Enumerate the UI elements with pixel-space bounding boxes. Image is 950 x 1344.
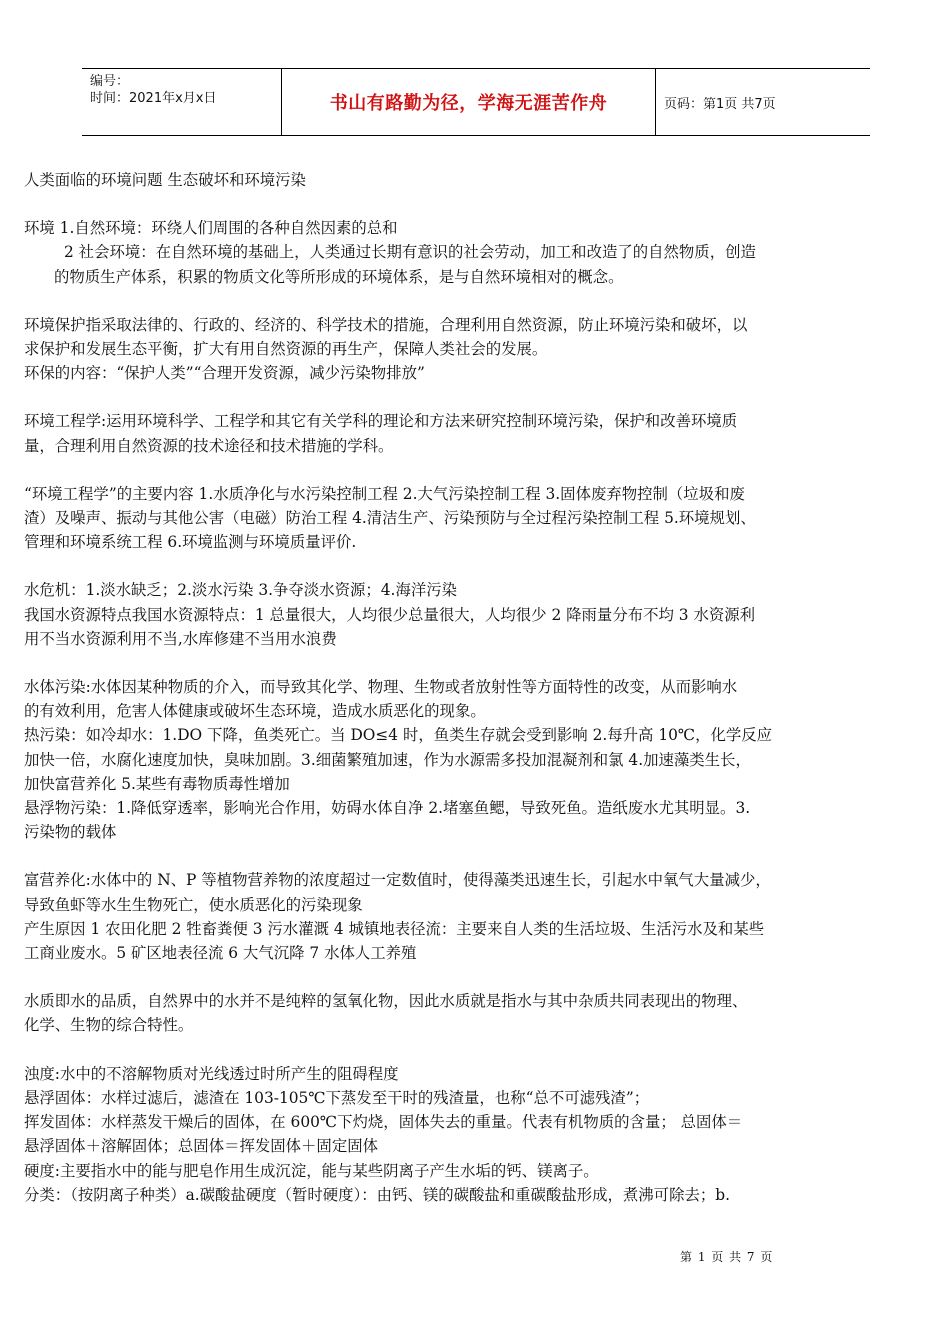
hardness-line: 硬度:主要指水中的能与肥皂作用生成沉淀，能与某些阴离子产生水垢的钙、镁离子。 bbox=[24, 1161, 599, 1180]
document-body bbox=[24, 168, 930, 1207]
scope-line-c: 管理和环境系统工程 6.环境监测与环境质量评价. bbox=[24, 533, 357, 552]
protect-line-c: 环保的内容：“保护人类”“合理开发资源，减少污染物排放” bbox=[24, 364, 425, 383]
poll-line-a: 水体污染:水体因某种物质的介入，而导致其化学、物理、生物或者放射性等方面特性的改变，从而影响水 bbox=[24, 678, 738, 697]
env-line-1: 环境 1.自然环境：环绕人们周围的各种自然因素的总和 bbox=[24, 219, 398, 238]
eng-line-a: 环境工程学:运用环境科学、工程学和其它有关学科的理论和方法来研究控制环境污染，保护和改善环境质 bbox=[24, 412, 738, 431]
crisis-line-c: 用不当水资源利用不当,水库修建不当用水浪费 bbox=[24, 629, 337, 648]
heat-line-a: 热污染：如冷却水：1.DO 下降，鱼类死亡。当 DO≤4 时，鱼类生存就会受到影响 2.每升高 10℃，化学反应 bbox=[24, 726, 773, 745]
crisis-line-b: 我国水资源特点我国水资源特点：1 总量很大，人均很少总量很大，人均很少 2 降雨量分布不均 3 水资源利 bbox=[24, 605, 756, 624]
heat-line-b: 加快一倍，水腐化速度加快，臭味加剧。3.细菌繁殖加速，作为水源需多投加混凝剂和氯 4.加速藻类生长， bbox=[24, 750, 751, 769]
header-meta bbox=[82, 69, 282, 135]
suspended-solids-line: 悬浮固体：水样过滤后，滤渣在 103-105℃下蒸发至干时的残渣量，也称“总不可滤残渣”； bbox=[24, 1088, 650, 1107]
susp-line-b: 污染物的载体 bbox=[24, 823, 117, 842]
classification-line: 分类：（按阴离子种类）a.碳酸盐硬度（暂时硬度）：由钙、镁的碳酸盐和重碳酸盐形成，煮沸可除去；b. bbox=[24, 1185, 730, 1204]
env-line-2b: 的物质生产体系，积累的物质文化等所形成的环境体系，是与自然环境相对的概念。 bbox=[54, 267, 624, 286]
header-page-label: 页码：第1页 共7页 bbox=[664, 96, 776, 112]
scope-line-a: “环境工程学”的主要内容 1.水质净化与水污染控制工程 2.大气污染控制工程 3.固体废弃物控制（垃圾和废 bbox=[24, 484, 745, 503]
serial-label: 编号： bbox=[90, 74, 130, 89]
env-line-2a: 2 社会环境：在自然环境的基础上，人类通过长期有意识的社会劳动，加工和改造了的自然物质，创造 bbox=[64, 243, 756, 262]
volatile-solids-line-a: 挥发固体：水样蒸发干燥后的固体，在 600℃下灼烧，固体失去的重量。代表有机物质的含量； 总固体＝ bbox=[24, 1113, 743, 1132]
protect-line-b: 求保护和发展生态平衡，扩大有用自然资源的再生产，保障人类社会的发展。 bbox=[24, 340, 548, 359]
quality-line-b: 化学、生物的综合特性。 bbox=[24, 1016, 194, 1035]
susp-line-a: 悬浮物污染：1.降低穿透率，影响光合作用，妨碍水体自净 2.堵塞鱼鳃，导致死鱼。造纸废水尤其明显。3. bbox=[24, 799, 751, 818]
eutro-line-b: 导致鱼虾等水生生物死亡，使水质恶化的污染现象 bbox=[24, 895, 363, 914]
document-header bbox=[82, 68, 870, 136]
crisis-line-a: 水危机：1.淡水缺乏；2.淡水污染 3.争夺淡水资源；4.海洋污染 bbox=[24, 581, 458, 600]
eutro-line-a: 富营养化:水体中的 N、P 等植物营养物的浓度超过一定数值时，使得藻类迅速生长，引起水中氧气大量减少， bbox=[24, 871, 771, 890]
poll-line-b: 的有效利用，危害人体健康或破坏生态环境，造成水质恶化的现象。 bbox=[24, 702, 486, 721]
cause-line-a: 产生原因 1 农田化肥 2 牲畜粪便 3 污水灌溉 4 城镇地表径流：主要来自人类的生活垃圾、生活污水及和某些 bbox=[24, 919, 765, 938]
doc-title: 人类面临的环境问题 生态破坏和环境污染 bbox=[24, 171, 306, 189]
turbidity-line: 浊度:水中的不溶解物质对光线透过时所产生的阻碍程度 bbox=[24, 1064, 399, 1083]
date-label: 时间：2021年x月x日 bbox=[90, 91, 217, 106]
volatile-solids-line-b: 悬浮固体＋溶解固体；总固体＝挥发固体＋固定固体 bbox=[24, 1137, 378, 1156]
scope-line-b: 渣）及噪声、振动与其他公害（电磁）防治工程 4.清洁生产、污染预防与全过程污染控制工程 5.环境规划、 bbox=[24, 509, 756, 528]
eng-line-b: 量，合理利用自然资源的技术途径和技术措施的学科。 bbox=[24, 436, 394, 455]
page-footer: 第 1 页 共 7 页 bbox=[680, 1250, 774, 1264]
cause-line-b: 工商业废水。5 矿区地表径流 6 大气沉降 7 水体人工养殖 bbox=[24, 944, 417, 963]
protect-line-a: 环境保护指采取法律的、行政的、经济的、科学技术的措施，合理利用自然资源，防止环境污染和破坏，以 bbox=[24, 315, 748, 334]
header-motto: 书山有路勤为径，学海无涯苦作舟 bbox=[282, 69, 656, 135]
heat-line-c: 加快富营养化 5.某些有毒物质毒性增加 bbox=[24, 774, 290, 793]
quality-line-a: 水质即水的品质，自然界中的水并不是纯粹的氢氧化物，因此水质就是指水与其中杂质共同表现出的物理、 bbox=[24, 992, 748, 1011]
